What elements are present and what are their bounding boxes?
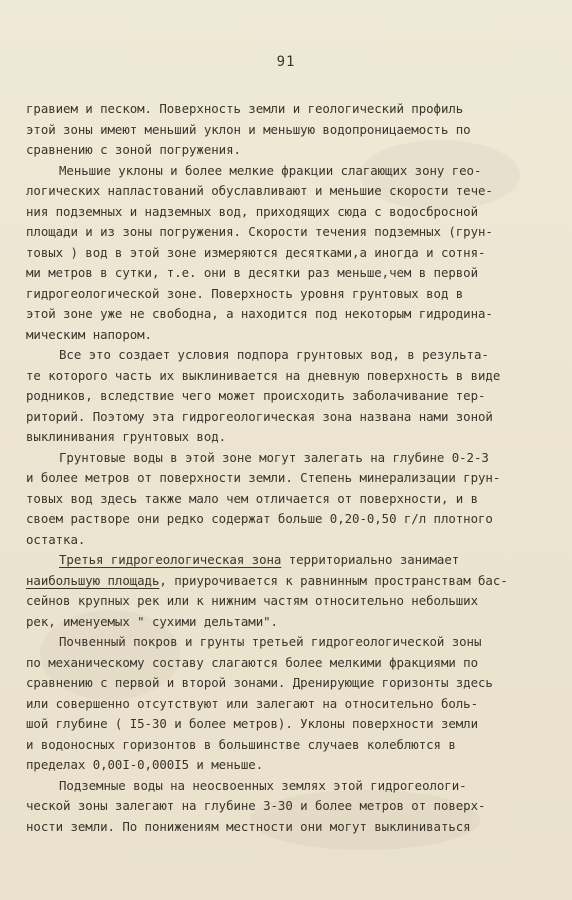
text-line: по механическому составу слагаются более мелкими фракциями по <box>26 654 478 670</box>
text-line: риторий. Поэтому эта гидрогеологическая зона названа нами зоной <box>26 408 493 424</box>
text-line: ми метров в сутки, т.е. они в десятки раз меньше,чем в первой <box>26 265 478 280</box>
underlined-text: Третья гидрогеологическая зона <box>59 552 282 567</box>
text-line: своем растворе они редко содержат больше 0,20-0,50 г/л плотного <box>26 511 493 526</box>
text-line: гидрогеологической зоне. Поверхность уровня грунтовых вод в <box>26 285 464 301</box>
text-line: и более метров от поверхности земли. Степень минерализации грун- <box>26 470 501 485</box>
text-line: ния подземных и надземных вод, приходящих сюда с водосбросной <box>26 203 478 219</box>
text-segment: , приурочивается к равнинным пространствам бас- <box>159 572 508 588</box>
text-line: площади и из зоны погружения. Скорости течения подземных (грун- <box>26 224 493 239</box>
text-line: этой зоне уже не свободна, а находится под некоторым гидродина- <box>26 306 493 321</box>
text-line: те которого часть их выклинивается на дневную поверхность в виде <box>26 367 501 383</box>
text-line: логических напластований обуславливают и меньшие скорости тече- <box>26 183 493 198</box>
text-line: этой зоны имеют меньший уклон и меньшую водопроницаемость по <box>26 121 471 137</box>
text-line: остатка. <box>26 531 86 547</box>
text-line: ности земли. По понижениям местности они могут выклиниваться <box>26 818 471 834</box>
text-line: Меньшие уклоны и более мелкие фракции слагающих зону гео- <box>59 162 482 178</box>
text-segment: территориально занимает <box>281 552 460 567</box>
text-line: сейнов крупных рек или к нижним частям относительно небольших <box>26 593 478 608</box>
text-line: сравнению с зоной погружения. <box>26 142 241 157</box>
text-line: ческой зоны залегают на глубине 3-30 и более метров от поверх- <box>26 798 486 813</box>
text-line: родников, вследствие чего может происходить заболачивание тер- <box>26 388 486 403</box>
text-line: мическим напором. <box>26 326 152 342</box>
text-line <box>26 572 508 588</box>
text-line: сравнению с первой и второй зонами. Дренирующие горизонты здесь <box>26 675 493 690</box>
text-line: пределах 0,00I-0,000I5 и меньше. <box>26 757 264 772</box>
text-line: шой глубине ( I5-30 и более метров). Уклоны поверхности земли <box>26 716 478 731</box>
page-number: 91 <box>276 54 296 70</box>
text-line: Подземные воды на неосвоенных землях этой гидрогеологи- <box>59 777 467 793</box>
text-line: товых вод здесь также мало чем отличается от поверхности, и в <box>26 490 478 506</box>
text-line: или совершенно отсутствуют или залегают на относительно боль- <box>26 695 478 711</box>
text-line: Грунтовые воды в этой зоне могут залегать на глубине 0-2-3 <box>59 449 489 465</box>
text-line <box>59 554 459 566</box>
text-line: Все это создает условия подпора грунтовых вод, в результа- <box>59 347 489 362</box>
text-line: Почвенный покров и грунты третьей гидрогеологической зоны <box>59 634 482 649</box>
underlined-text: наибольшую площадь <box>26 572 160 588</box>
text-line: выклинивания грунтовых вод. <box>26 429 227 444</box>
text-line: рек, именуемых " сухими дельтами". <box>26 613 278 629</box>
text-line: и водоносных горизонтов в большинстве случаев колеблются в <box>26 736 456 752</box>
text-line: гравием и песком. Поверхность земли и геологический профиль <box>26 101 464 116</box>
text-line: товых ) вод в этой зоне измеряются десятками,а иногда и сотня- <box>26 244 486 260</box>
